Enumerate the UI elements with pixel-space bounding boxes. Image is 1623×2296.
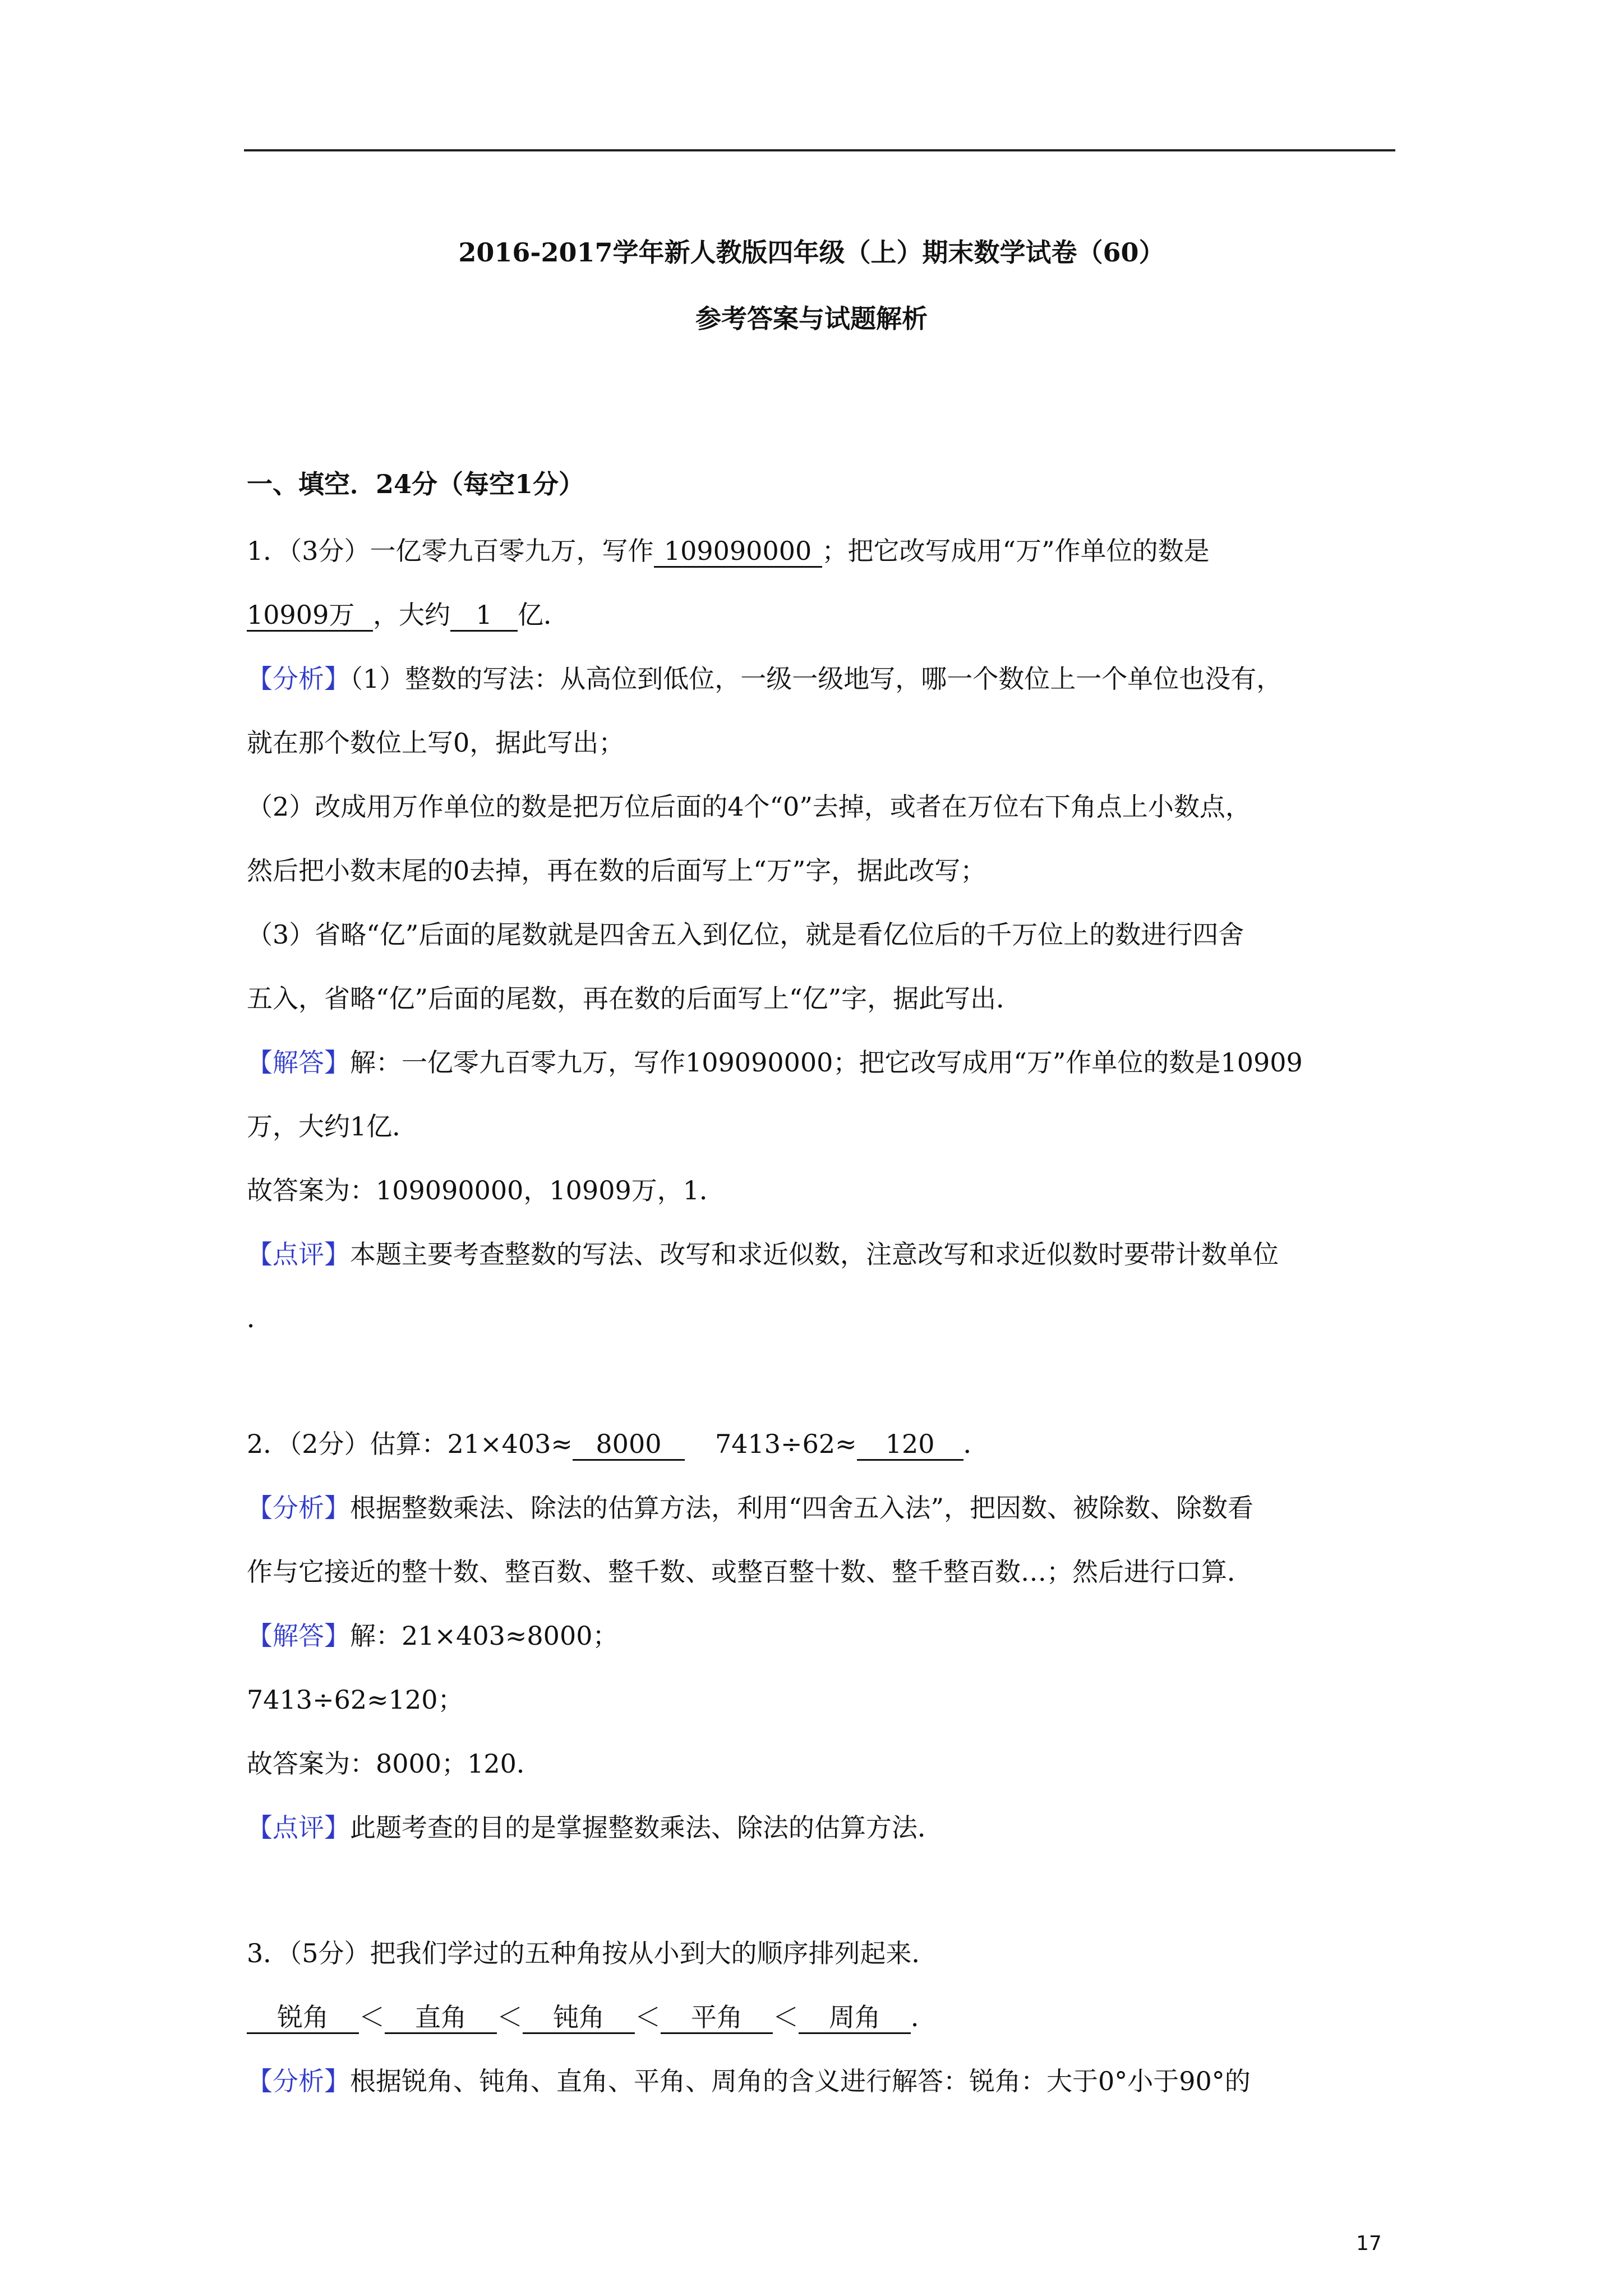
q1-comment-line1 bbox=[247, 1237, 1279, 1271]
q1-stem-line1 bbox=[247, 534, 1210, 568]
answer-tag: 【解答】 bbox=[247, 1047, 350, 1078]
header-rule bbox=[244, 149, 1395, 151]
q1-analysis-text: （1）整数的写法：从高位到低位，一级一级地写，哪一个数位上一个单位也没有， bbox=[350, 664, 1283, 694]
q3-blank-3: 钝角 bbox=[523, 2002, 635, 2034]
q2-analysis-line1 bbox=[247, 1491, 1253, 1525]
q1-answer-line2: 万，大约1亿． bbox=[247, 1111, 418, 1142]
q2-stem-a: 2．（2分）估算：21×403≈ bbox=[247, 1429, 573, 1459]
q3-blank-1: 锐角 bbox=[247, 2002, 359, 2034]
q2-blank-2: 120 bbox=[857, 1429, 963, 1461]
q1-blank-1: 109090000 bbox=[654, 536, 822, 568]
q2-stem bbox=[247, 1427, 989, 1461]
q3-blank-5: 周角 bbox=[799, 2002, 911, 2034]
q2-analysis-text: 根据整数乘法、除法的估算方法，利用“四舍五入法”，把因数、被除数、除数看 bbox=[350, 1493, 1254, 1523]
q1-stem-b: ；把它改写成用“万”作单位的数是 bbox=[822, 536, 1210, 566]
comment-tag: 【点评】 bbox=[247, 1239, 350, 1269]
q3-blank-2: 直角 bbox=[385, 2002, 497, 2034]
q2-answer-line3: 故答案为：8000；120． bbox=[247, 1749, 542, 1779]
comment-tag: 【点评】 bbox=[247, 1812, 350, 1843]
q2-comment-line1 bbox=[247, 1811, 943, 1844]
section-heading: 一、填空．24分（每空1分） bbox=[247, 469, 585, 499]
q3-lt-2: ＜ bbox=[497, 2002, 523, 2032]
q2-blank-1: 8000 bbox=[573, 1429, 685, 1461]
analysis-tag: 【分析】 bbox=[247, 1493, 350, 1523]
q1-comment-line2: ． bbox=[247, 1303, 273, 1333]
q1-stem-line2 bbox=[247, 598, 569, 632]
analysis-tag: 【分析】 bbox=[247, 2066, 350, 2096]
analysis-tag: 【分析】 bbox=[247, 664, 350, 694]
q1-analysis-line6: 五入，省略“亿”后面的尾数，再在数的后面写上“亿”字，据此写出． bbox=[247, 983, 1022, 1014]
q1-analysis-line1 bbox=[247, 662, 1282, 696]
q1-comment-text: 本题主要考查整数的写法、改写和求近似数，注意改写和求近似数时要带计数单位 bbox=[350, 1239, 1279, 1269]
answer-tag: 【解答】 bbox=[247, 1621, 350, 1651]
q1-answer-line3: 故答案为：109090000，10909万，1． bbox=[247, 1175, 725, 1205]
q1-stem-a: 1．（3分）一亿零九百零九万，写作 bbox=[247, 536, 654, 566]
q1-stem-d: 亿． bbox=[518, 600, 569, 630]
q2-answer-text: 解：21×403≈8000； bbox=[350, 1621, 619, 1651]
q3-blank-4: 平角 bbox=[661, 2002, 773, 2034]
q3-analysis-text: 根据锐角、钝角、直角、平角、周角的含义进行解答：锐角：大于0°小于90°的 bbox=[350, 2066, 1251, 2096]
q1-analysis-line4: 然后把小数末尾的0去掉，再在数的后面写上“万”字，据此改写； bbox=[247, 855, 986, 886]
q2-stem-b: 7413÷62≈ bbox=[714, 1429, 857, 1459]
q3-lt-4: ＜ bbox=[773, 2002, 799, 2032]
q2-stem-c: ． bbox=[963, 1429, 989, 1459]
q3-lt-1: ＜ bbox=[359, 2002, 385, 2032]
page-title: 2016-2017学年新人教版四年级（上）期末数学试卷（60） bbox=[458, 237, 1165, 268]
page-number: 17 bbox=[1356, 2232, 1382, 2255]
q1-blank-3: 1 bbox=[450, 600, 518, 632]
q1-analysis-line2: 就在那个数位上写0，据此写出； bbox=[247, 728, 625, 758]
q2-comment-text: 此题考查的目的是掌握整数乘法、除法的估算方法． bbox=[350, 1812, 943, 1843]
q3-analysis-line1 bbox=[247, 2064, 1251, 2098]
q1-answer-line1 bbox=[247, 1046, 1303, 1079]
q1-analysis-line5: （3）省略“亿”后面的尾数就是四舍五入到亿位，就是看亿位后的千万位上的数进行四舍 bbox=[247, 919, 1244, 950]
q3-stem: 3．（5分）把我们学过的五种角按从小到大的顺序排列起来． bbox=[247, 1938, 938, 1968]
q3-answer-sequence bbox=[247, 2000, 937, 2034]
page-subtitle: 参考答案与试题解析 bbox=[695, 303, 928, 334]
q2-answer-line2: 7413÷62≈120； bbox=[247, 1685, 464, 1715]
q1-answer-text: 解：一亿零九百零九万，写作109090000；把它改写成用“万”作单位的数是10909 bbox=[350, 1047, 1303, 1078]
q3-end: ． bbox=[911, 2002, 937, 2032]
q2-answer-line1 bbox=[247, 1619, 619, 1653]
q1-stem-c: ，大约 bbox=[373, 600, 450, 630]
q1-blank-2: 10909万 bbox=[247, 600, 373, 632]
q1-analysis-line3: （2）改成用万作单位的数是把万位后面的4个“0”去掉，或者在万位右下角点上小数点， bbox=[247, 792, 1251, 822]
q3-lt-3: ＜ bbox=[635, 2002, 661, 2032]
q2-analysis-line2: 作与它接近的整十数、整百数、整千数、或整百整十数、整千整百数…；然后进行口算． bbox=[247, 1557, 1253, 1587]
